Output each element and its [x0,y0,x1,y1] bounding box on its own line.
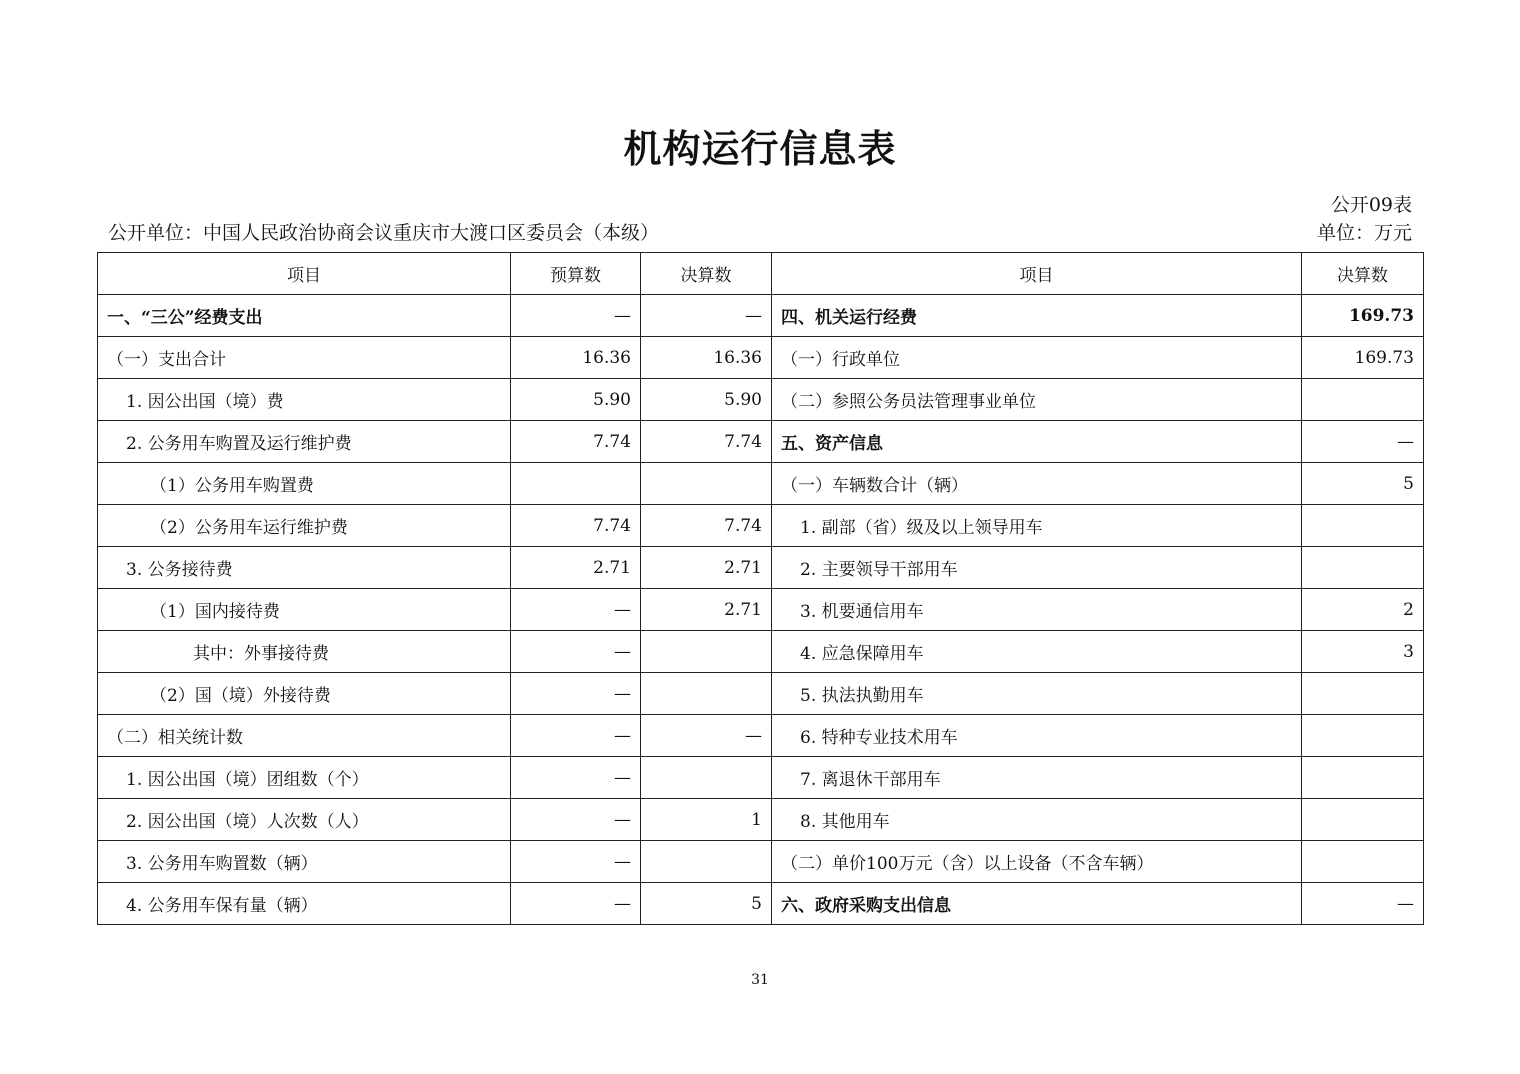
right-item-cell: （一）车辆数合计（辆） [772,463,1302,505]
table-row [98,547,1424,589]
right-final-cell [1302,505,1424,547]
final-cell: 2.71 [641,547,772,589]
right-item-cell: 4. 应急保障用车 [772,631,1302,673]
table-row [98,421,1424,463]
right-item-cell: 3. 机要通信用车 [772,589,1302,631]
table-row [98,883,1424,925]
final-cell: 16.36 [641,337,772,379]
right-final-cell [1302,547,1424,589]
final-cell: — [641,295,772,337]
final-cell: 1 [641,799,772,841]
budget-cell [511,463,641,505]
final-cell: 5 [641,883,772,925]
final-cell [641,841,772,883]
budget-cell: — [511,673,641,715]
left-item-cell: （一）支出合计 [98,337,511,379]
left-item-cell: 2. 公务用车购置及运行维护费 [98,421,511,463]
left-item-cell: 1. 因公出国（境）费 [98,379,511,421]
budget-cell: — [511,589,641,631]
right-final-cell [1302,841,1424,883]
right-final-cell [1302,757,1424,799]
right-item-cell: 六、政府采购支出信息 [772,883,1302,925]
right-final-cell: — [1302,883,1424,925]
table-row [98,841,1424,883]
budget-cell: 2.71 [511,547,641,589]
right-final-cell: 169.73 [1302,337,1424,379]
table-header-row [98,253,1424,295]
table-row [98,589,1424,631]
final-cell: — [641,715,772,757]
table-row [98,799,1424,841]
left-item-cell: 1. 因公出国（境）团组数（个） [98,757,511,799]
header-final-right: 决算数 [1302,253,1424,295]
left-item-cell: 3. 公务用车购置数（辆） [98,841,511,883]
right-item-cell: 7. 离退休干部用车 [772,757,1302,799]
right-item-cell: 6. 特种专业技术用车 [772,715,1302,757]
left-item-cell: （1）公务用车购置费 [98,463,511,505]
budget-cell: 7.74 [511,505,641,547]
final-cell: 2.71 [641,589,772,631]
reporting-unit: 公开单位：中国人民政治协商会议重庆市大渡口区委员会（本级） [108,222,660,244]
final-cell [641,757,772,799]
final-cell [641,631,772,673]
right-item-cell: 1. 副部（省）级及以上领导用车 [772,505,1302,547]
right-final-cell: 2 [1302,589,1424,631]
left-item-cell: （2）国（境）外接待费 [98,673,511,715]
budget-cell: — [511,295,641,337]
right-item-cell: 四、机关运行经费 [772,295,1302,337]
header-item-right: 项目 [772,253,1302,295]
table-row [98,631,1424,673]
budget-cell: 7.74 [511,421,641,463]
final-cell: 7.74 [641,505,772,547]
currency-unit: 单位：万元 [1316,222,1412,244]
left-item-cell: （1）国内接待费 [98,589,511,631]
budget-cell: — [511,799,641,841]
budget-cell: — [511,715,641,757]
left-item-cell: 一、“三公”经费支出 [98,295,511,337]
left-item-cell: 3. 公务接待费 [98,547,511,589]
header-item-left: 项目 [98,253,511,295]
table-row [98,505,1424,547]
final-cell: 7.74 [641,421,772,463]
table-row [98,337,1424,379]
table-row [98,295,1424,337]
right-final-cell: 169.73 [1302,295,1424,337]
right-final-cell [1302,715,1424,757]
operation-info-table [97,252,1424,925]
right-final-cell: 5 [1302,463,1424,505]
right-final-cell: — [1302,421,1424,463]
final-cell [641,463,772,505]
right-item-cell: 5. 执法执勤用车 [772,673,1302,715]
budget-cell: 16.36 [511,337,641,379]
table-row [98,379,1424,421]
budget-cell: 5.90 [511,379,641,421]
header-final-left: 决算数 [641,253,772,295]
form-number: 公开09表 [1330,194,1412,216]
budget-cell: — [511,883,641,925]
left-item-cell: （二）相关统计数 [98,715,511,757]
right-final-cell [1302,379,1424,421]
right-final-cell: 3 [1302,631,1424,673]
final-cell: 5.90 [641,379,772,421]
table-row [98,673,1424,715]
right-item-cell: 2. 主要领导干部用车 [772,547,1302,589]
header-budget: 预算数 [511,253,641,295]
table-row [98,757,1424,799]
table-row [98,715,1424,757]
left-item-cell: 2. 因公出国（境）人次数（人） [98,799,511,841]
right-item-cell: 五、资产信息 [772,421,1302,463]
right-item-cell: （二）单价100万元（含）以上设备（不含车辆） [772,841,1302,883]
page-title: 机构运行信息表 [623,127,897,171]
budget-cell: — [511,757,641,799]
right-item-cell: 8. 其他用车 [772,799,1302,841]
left-item-cell: 4. 公务用车保有量（辆） [98,883,511,925]
left-item-cell: （2）公务用车运行维护费 [98,505,511,547]
budget-cell: — [511,841,641,883]
left-item-cell: 其中：外事接待费 [98,631,511,673]
right-final-cell [1302,799,1424,841]
right-item-cell: （二）参照公务员法管理事业单位 [772,379,1302,421]
page-number: 31 [751,972,769,988]
right-final-cell [1302,673,1424,715]
table-row [98,463,1424,505]
final-cell [641,673,772,715]
budget-cell: — [511,631,641,673]
right-item-cell: （一）行政单位 [772,337,1302,379]
